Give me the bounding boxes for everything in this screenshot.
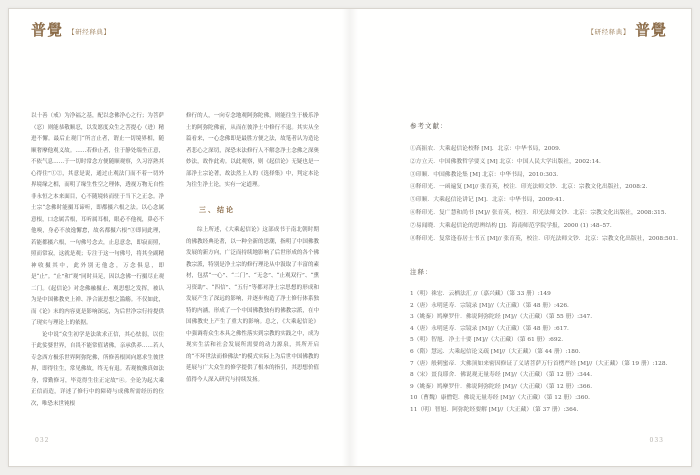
reference-item: ①高振农．大乘起信论校释 [M]．北京：中华书局，2009.	[410, 146, 561, 152]
reference-item: ⑤印顺．大乘起信论讲记 [M]．北京：中华书局，2009:41.	[410, 197, 565, 204]
reference-item: ⑥释印光．复广慧和尚书 [M]// 张育英，校注．印光法师文钞．北京：宗教文化出版社，2008:315.	[410, 209, 667, 216]
page-left	[9, 9, 350, 466]
note-item: 6（隋）慧远．大乘起信论义疏 [M]//（大正藏）（第 44 册）:180.	[410, 348, 581, 355]
reference-item: ②方立天．中国佛教哲学要义 [M] 北京：中国人民大学出版社，2002:14.	[410, 158, 601, 165]
references-section	[410, 121, 678, 245]
page-right	[350, 9, 691, 466]
brand-title: 普覺	[634, 21, 667, 39]
left-masthead	[31, 22, 111, 38]
body-paragraph: 修行的人，一向专念地观阿弥陀佛，则能往生于极乐净土的阿弥陀佛前，从而在彼净土中修行不退。其实从全篇看来，一心念佛即是最胜方便之法，故笔者认为造论者悲心之深切，深恐末法修行人不解念净土念佛之深奥妙法，故作此劝。以此观察，则《起信论》无疑也是一部净土宗论著，故法然上人的《选择集》中，判定本论为往生净土论，实有一定道理。	[186, 113, 319, 188]
section-heading-conclusion: 三、结论	[199, 204, 235, 214]
note-item: 2（唐）永明延寿．宗镜录 [M]//（大正藏）（第 48 册）:426.	[410, 302, 569, 309]
page-number-right: 033	[649, 437, 664, 444]
note-item: 8（宋）畺良耶舍．佛说观无量寿经 [M]//（大正藏）（第 12 册）:344.	[410, 372, 593, 379]
page-spread	[8, 8, 692, 467]
text-column-2	[186, 111, 319, 386]
text-column-1	[31, 111, 164, 410]
body-paragraph: 论中说“众生初学是法欲求正信，其心怯弱，以住于此娑婆世界，自畏不能常值诸佛，亲承供养……若人专念西方极乐世界阿弥陀佛，所修善根回向愿求生彼世界，即得往生，常见佛故，终无有退。若观彼佛真如法身，常勤修习，毕竟得生住正定故”④。全论为起大乘正信而造，详述了修行中的障碍与成佛所需经历的位次，唯恐末世钝根	[31, 331, 164, 407]
reference-item: ④释印光．一函遍复 [M]// 张育英，校注．印光法师文钞．北京：宗教文化出版社，2008:2.	[410, 184, 648, 191]
reference-item: ⑦易闻晓．大乘起信论的思辨结构 [J]．海南师范学院学报，2000 (1) :48–57.	[410, 222, 612, 229]
right-masthead	[587, 22, 667, 38]
notes-section	[410, 267, 678, 417]
page-number-left: 032	[35, 437, 50, 444]
note-item: 10（曹魏）康僧铠．佛说无量寿经 [M]//（大正藏）（第 12 册）:360.	[410, 395, 590, 402]
reference-item: ③印顺．中国佛教论集 [M] 北京：中华书局，2010:303.	[410, 171, 559, 178]
note-item: 3（姚秦）鸠摩罗什．佛说阿弥陀经 [M]//（大正藏）（第 55 册）:347.	[410, 314, 593, 321]
reference-item: ⑧释印光．复常逢春居士书五 [M]// 张育英，校注．印光法师文钞．北京：宗教文化出版社，2008:501.	[410, 235, 678, 242]
notes-heading: 注释：	[410, 268, 433, 276]
note-item: 7（唐）般剌蜜帝．大佛顶如来密因修证了义诸菩萨万行首楞严经 [M]//（大正藏）（第 19 册）:128.	[410, 360, 668, 367]
note-item: 1（明）袾宏．云栖法汇 //（嘉兴藏）（第 33 册）:149	[410, 291, 551, 297]
note-item: 4（唐）永明延寿．宗镜录 [M]//（大正藏）（第 48 册）:617.	[410, 325, 569, 332]
references-heading: 参考文献：	[410, 122, 448, 130]
body-paragraph: 以十善（戒）为净福之基，配以念佛净心之行；为菩萨（忍）则能恭敬顺忍，以发愿度众生之菩提心（进）精进不懈。最后止观门“所言止者，谓止一切境界相，随顺奢摩他观义故。……若修止者，住于静处端坐正意，不依气息……于一切时常念方便随顺观察，久习淳熟其心得住”①②，其意是说，通过止观法门而不着一切外界境缘之相，而明了缘生性空之理体，透视万物无自性非永恒之本来面目，心不随境转而驻于当下之正念。净土宗“念佛时能摄耳谛听，即都摄六根之法。以心念属意根，口念属舌根，耳听属耳根，眼必不他视，鼻必不他嗅，身必不放逸懈怠，故名都摄六根”③即同此理，若能都摄六根，一句佛号念去，止息意念，即寂而照，照而常寂，这就是观；专注于这一句佛号，将其全副精神收摄其中，此外别无他念，万念俱息，即是“止”。“止”和“观”同时具足，因以念佛一行摄尽止观二门。《起信论》对念佛融摄止、观思想之发挥，被认为是中国佛教史上禅、净合流思想之滥觞。不仅如此，而《论》末的内容更是影响深远，为后世净宗行持提供了现实与理论上的依据。	[31, 113, 164, 326]
note-item: 9（姚秦）鸠摩罗什．佛说阿弥陀经 [M]//（大正藏）（第 12 册）:366.	[410, 383, 593, 390]
note-item: 5（明）智旭．净土十要 [M]//（大正藏）（第 61 册）:692.	[410, 337, 564, 344]
series-tag: 【研经释典】	[68, 28, 111, 36]
brand-title: 普覺	[31, 21, 64, 39]
body-paragraph: 综上所述，《大乘起信论》这部成书于南北朝时期的佛教经典论著，以一种全新的思潮，指明了中国佛教发展的新方向，广泛而持续地影响了后世形成的各个佛教宗派，特别是净土宗的修行理论从中汲取了丰富的素材，包括“一心”、“二门”、“无念”、“止观双行”、“熏习资助”、“四信”、“五行”等都对净土宗思想的形成和发展产生了深远的影响，并逐步构造了净土修行体系独特的内涵，形成了一个中国佛教独有的佛教宗派，在中国佛教史上产生了重大的影响。总之，《大乘起信论》中强调将众生本具之佛性落实到宗教的实践之中，成为现实生活和社会发展所需要的动力源泉，其所开启的“不坏世法而修佛法”的模式实际上为后世中国佛教的延展与广大众生的修学提供了根本的指引，其思想价值值得今人深入研究与持续发扬。	[186, 227, 319, 383]
series-tag: 【研经释典】	[587, 28, 630, 36]
note-item: 11（明）智旭．阿弥陀经要解 [M]//（大正藏）（第 37 册）:364.	[410, 406, 579, 413]
